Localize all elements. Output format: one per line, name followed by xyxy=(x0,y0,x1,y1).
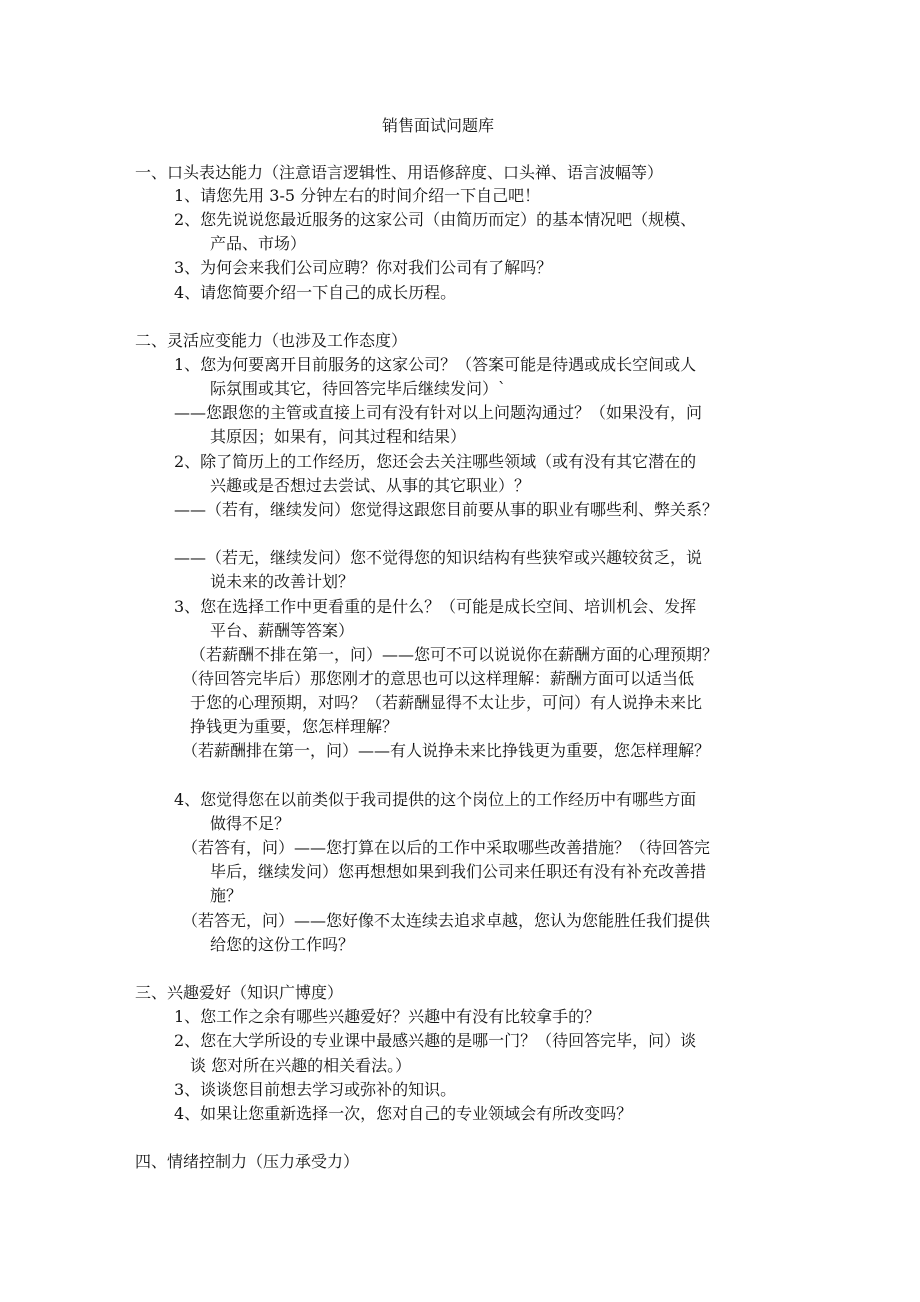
section-heading-1: 一、口头表达能力（注意语言逻辑性、用语修辞度、口头禅、语言波幅等） xyxy=(135,163,664,182)
text-line: 说未来的改善计划？ xyxy=(210,572,355,591)
text-line: 平台、薪酬等答案） xyxy=(210,621,355,640)
text-line: ——（若无，继续发问）您不觉得您的知识结构有些狭窄或兴趣较贫乏，说 xyxy=(174,548,703,567)
text-line: 施？ xyxy=(210,886,243,905)
text-line: 毕后，继续发问）您再想想如果到我们公司来任职还有没有补充改善措 xyxy=(210,862,707,881)
text-line: 3、谈谈您目前想去学习或弥补的知识。 xyxy=(174,1080,457,1099)
text-line: 2、您先说说您最近服务的这家公司（由简历而定）的基本情况吧（规模、 xyxy=(174,210,697,229)
section-heading-2: 二、灵活应变能力（也涉及工作态度） xyxy=(135,331,408,350)
text-line: ——（若有，继续发问）您觉得这跟您目前要从事的职业有哪些利、弊关系？ xyxy=(174,500,719,519)
text-line: 际氛围或其它，待回答完毕后继续发问）` xyxy=(210,379,507,398)
text-line: 谈 您对所在兴趣的相关看法。） xyxy=(190,1056,412,1075)
text-line: 2、您在大学所设的专业课中最感兴趣的是哪一门？（待回答完毕，问）谈 xyxy=(174,1031,697,1050)
text-line: 3、您在选择工作中更看重的是什么？（可能是成长空间、培训机会、发挥 xyxy=(174,597,697,616)
text-line: 产品、市场） xyxy=(210,234,307,253)
text-line: （待回答完毕后）那您刚才的意思也可以这样理解：薪酬方面可以适当低 xyxy=(182,669,695,688)
text-line: 1、您工作之余有哪些兴趣爱好？兴趣中有没有比较拿手的？ xyxy=(174,1007,601,1026)
text-line: （若薪酬排在第一，问）——有人说挣未来比挣钱更为重要，您怎样理解？ xyxy=(182,741,711,760)
text-line: 4、您觉得您在以前类似于我司提供的这个岗位上的工作经历中有哪些方面 xyxy=(174,790,697,809)
text-line: 1、请您先用 3-5 分钟左右的时间介绍一下自己吧！ xyxy=(174,186,541,205)
text-line: 挣钱更为重要，您怎样理解？ xyxy=(190,717,399,736)
text-line: 做得不足？ xyxy=(210,814,291,833)
text-line: 1、您为何要离开目前服务的这家公司？（答案可能是待遇或成长空间或人 xyxy=(174,355,697,374)
text-line: （若答无，问）——您好像不太连续去追求卓越，您认为您能胜任我们提供 xyxy=(182,911,711,930)
section-heading-3: 三、兴趣爱好（知识广博度） xyxy=(135,983,344,1002)
text-line: 4、请您简要介绍一下自己的成长历程。 xyxy=(174,283,457,302)
text-line: （若答有，问）——您打算在以后的工作中采取哪些改善措施？（待回答完 xyxy=(182,838,711,857)
text-line: 兴趣或是否想过去尝试、从事的其它职业）？ xyxy=(210,476,531,495)
section-heading-4: 四、情绪控制力（压力承受力） xyxy=(135,1152,360,1171)
text-line: （若薪酬不排在第一，问）——您可不可以说说你在薪酬方面的心理预期？ xyxy=(190,645,719,664)
text-line: 4、如果让您重新选择一次，您对自己的专业领域会有所改变吗？ xyxy=(174,1104,633,1123)
text-line: 于您的心理预期，对吗？（若薪酬显得不太让步，可问）有人说挣未来比 xyxy=(190,693,703,712)
text-line: 2、除了简历上的工作经历，您还会去关注哪些领域（或有没有其它潜在的 xyxy=(174,452,697,471)
text-line: 3、为何会来我们公司应聘？你对我们公司有了解吗？ xyxy=(174,258,553,277)
text-line: 给您的这份工作吗？ xyxy=(210,935,355,954)
text-line: ——您跟您的主管或直接上司有没有针对以上问题沟通过？（如果没有，问 xyxy=(174,403,703,422)
text-line: 其原因；如果有，问其过程和结果） xyxy=(210,427,467,446)
page-title: 销售面试问题库 xyxy=(382,116,495,135)
